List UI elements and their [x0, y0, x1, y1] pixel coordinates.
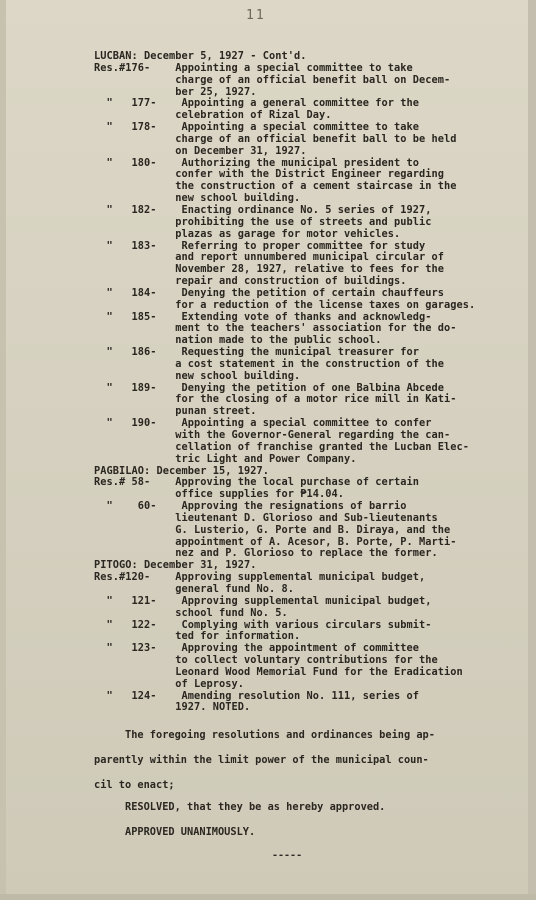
- page-edge-left: [0, 0, 6, 900]
- document-line: school fund No. 5.: [94, 606, 288, 619]
- document-line: charge of an official benefit ball to be held: [94, 132, 457, 145]
- document-line: the construction of a cement staircase in the: [94, 180, 457, 193]
- document-line: for a reduction of the license taxes on garages.: [94, 298, 476, 311]
- document-line: office supplies for ₱14.04.: [94, 488, 344, 501]
- document-line: prohibiting the use of streets and public: [94, 215, 432, 228]
- document-line: " 183- Referring to proper committee for study: [94, 239, 426, 252]
- document-line: celebration of Rizal Day.: [94, 109, 332, 122]
- document-line: cellation of franchise granted the Lucban Elec-: [94, 440, 469, 453]
- document-line: new school building.: [94, 192, 301, 205]
- document-line: " 177- Appointing a general committee for the: [94, 97, 419, 110]
- page-edge-bottom: [0, 894, 536, 900]
- document-line: November 28, 1927, relative to fees for the: [94, 263, 444, 276]
- document-line: with the Governor-General regarding the can-: [94, 429, 451, 441]
- document-line: " 185- Extending vote of thanks and acknowledg-: [94, 310, 432, 323]
- closing-paragraph-line-3: cil to enact;: [94, 779, 175, 791]
- document-line: lieutenant D. Glorioso and Sub-lieutenants: [94, 511, 438, 524]
- document-line: new school building.: [94, 369, 301, 382]
- document-line: appointment of A. Acesor, B. Porte, P. Marti-: [94, 535, 457, 548]
- document-line: and report unnumbered municipal circular of: [94, 251, 444, 264]
- page-edge-right: [528, 0, 536, 900]
- document-line: ted for information.: [94, 630, 301, 643]
- closing-paragraph-line-2: parently within the limit power of the municipal coun-: [94, 754, 429, 766]
- document-line: " 190- Appointing a special committee to confer: [94, 417, 432, 430]
- document-line: of Leprosy.: [94, 677, 244, 690]
- document-line: 1927. NOTED.: [94, 701, 251, 714]
- document-line: general fund No. 8.: [94, 582, 294, 595]
- page-number: 11: [246, 8, 266, 23]
- document-line: to collect voluntary contributions for the: [94, 654, 438, 667]
- document-line: " 184- Denying the petition of certain chauffeurs: [94, 286, 444, 299]
- document-line: " 124- Amending resolution No. 111, series of: [94, 689, 419, 702]
- document-line: " 60- Approving the resignations of barrio: [94, 500, 407, 513]
- document-line: " 178- Appointing a special committee to take: [94, 121, 419, 134]
- document-line: Res.#120- Approving supplemental municipal budget,: [94, 571, 426, 584]
- resolved-statement: RESOLVED, that they be as hereby approved.: [94, 801, 386, 813]
- document-line: a cost statement in the construction of the: [94, 357, 444, 370]
- closing-paragraph-line-1: The foregoing resolutions and ordinances being ap-: [94, 729, 435, 741]
- document-line: ber 25, 1927.: [94, 85, 257, 98]
- document-line: confer with the District Engineer regarding: [94, 168, 444, 181]
- document-line: charge of an official benefit ball on Decem-: [94, 73, 451, 86]
- document-line: on December 31, 1927.: [94, 144, 307, 157]
- document-line: LUCBAN: December 5, 1927 - Cont'd.: [94, 50, 307, 62]
- document-line: for the closing of a motor rice mill in Kati-: [94, 393, 457, 406]
- document-line: ment to the teachers' association for the do-: [94, 322, 457, 335]
- document-line: " 189- Denying the petition of one Balbina Abcede: [94, 381, 444, 394]
- document-line: tric Light and Power Company.: [94, 452, 357, 465]
- document-line: Leonard Wood Memorial Fund for the Eradication: [94, 665, 463, 678]
- document-line: " 180- Authorizing the municipal president to: [94, 156, 419, 169]
- document-line: repair and construction of buildings.: [94, 275, 407, 288]
- document-line: nation made to the public school.: [94, 334, 382, 347]
- document-line: " 121- Approving supplemental municipal budget,: [94, 594, 432, 607]
- document-line: nez and P. Glorioso to replace the former.: [94, 547, 438, 560]
- resolutions-list: [94, 51, 514, 714]
- document-line: " 186- Requesting the municipal treasurer for: [94, 346, 419, 359]
- document-line: Res.#176- Appointing a special committee to take: [94, 61, 413, 74]
- document-line: " 122- Complying with various circulars submit-: [94, 618, 432, 631]
- document-line: Res.# 58- Approving the local purchase of certain: [94, 476, 419, 489]
- footer-rule: -----: [272, 850, 303, 861]
- approved-statement: APPROVED UNANIMOUSLY.: [94, 826, 256, 838]
- document-line: punan street.: [94, 405, 257, 418]
- document-line: " 182- Enacting ordinance No. 5 series of 1927,: [94, 203, 432, 216]
- document-line: " 123- Approving the appointment of committee: [94, 642, 419, 655]
- document-line: PITOGO: December 31, 1927.: [94, 559, 257, 572]
- document-line: plazas as garage for motor vehicles.: [94, 227, 401, 240]
- document-line: PAGBILAO: December 15, 1927.: [94, 464, 269, 477]
- document-line: G. Lusterio, G. Porte and B. Diraya, and the: [94, 523, 451, 536]
